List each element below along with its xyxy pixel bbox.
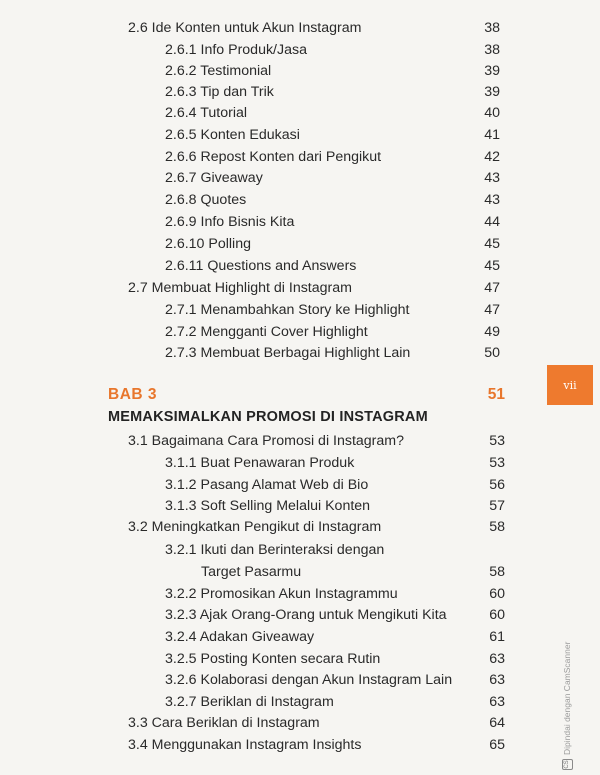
page-number-tab: vii <box>547 365 593 405</box>
toc-entry-3-1: 3.1 Bagaimana Cara Promosi di Instagram? <box>128 433 405 449</box>
toc-entry-3-4: 3.4 Menggunakan Instagram Insights <box>128 737 362 753</box>
toc-page-number: 40 <box>484 105 500 121</box>
toc-entry-2-6-11: 2.6.11 Questions and Answers <box>165 258 357 274</box>
toc-page-number: 44 <box>484 214 500 230</box>
toc-page-number: 38 <box>484 42 500 58</box>
toc-page-number: 60 <box>489 607 505 623</box>
toc-entry-3-1-2: 3.1.2 Pasang Alamat Web di Bio <box>165 477 369 493</box>
toc-page-number: 41 <box>484 127 500 143</box>
toc-page-number: 64 <box>489 715 505 731</box>
toc-entry-2-6-8: 2.6.8 Quotes <box>165 192 247 208</box>
toc-page-number: 43 <box>484 192 500 208</box>
toc-page-number: 50 <box>484 345 500 361</box>
toc-page-number: 56 <box>489 477 505 493</box>
chapter-title: MEMAKSIMALKAN PROMOSI DI INSTAGRAM <box>108 409 428 425</box>
toc-entry-2-6-7: 2.6.7 Giveaway <box>165 170 263 186</box>
toc-page-number: 39 <box>484 63 500 79</box>
toc-entry-2-6-4: 2.6.4 Tutorial <box>165 105 248 121</box>
toc-entry-3-1-3: 3.1.3 Soft Selling Melalui Konten <box>165 498 371 514</box>
scanner-watermark <box>560 540 574 770</box>
toc-entry-2-6-6: 2.6.6 Repost Konten dari Pengikut <box>165 149 382 165</box>
toc-page-number: 53 <box>489 455 505 471</box>
toc-entry-2-7-2: 2.7.2 Mengganti Cover Highlight <box>165 324 368 340</box>
chapter-label: BAB 3 <box>108 386 158 403</box>
toc-entry-2-6-10: 2.6.10 Polling <box>165 236 251 252</box>
toc-entry-2-6-9: 2.6.9 Info Bisnis Kita <box>165 214 295 230</box>
toc-entry-3-1-1: 3.1.1 Buat Penawaran Produk <box>165 455 355 471</box>
watermark-text: Dipindai dengan CamScanner <box>562 641 572 755</box>
toc-entry-2-7-3: 2.7.3 Membuat Berbagai Highlight Lain <box>165 345 411 361</box>
toc-page-number: 45 <box>484 258 500 274</box>
toc-page-number: 58 <box>489 564 505 580</box>
toc-page-number: 53 <box>489 433 505 449</box>
toc-entry-3-2: 3.2 Meningkatkan Pengikut di Instagram <box>128 519 382 535</box>
camscanner-logo-icon: CS <box>562 759 573 770</box>
toc-entry-3-2-3: 3.2.3 Ajak Orang-Orang untuk Mengikuti Kita <box>165 607 447 623</box>
toc-entry-3-2-4: 3.2.4 Adakan Giveaway <box>165 629 315 645</box>
toc-page-number: 63 <box>489 672 505 688</box>
toc-entry-3-2-5: 3.2.5 Posting Konten secara Rutin <box>165 651 381 667</box>
toc-page-number: 47 <box>484 280 500 296</box>
toc-entry-3-2-6: 3.2.6 Kolaborasi dengan Akun Instagram Lain <box>165 672 453 688</box>
toc-page-number: 38 <box>484 20 500 36</box>
toc-page-number: 47 <box>484 302 500 318</box>
toc-page-number: 61 <box>489 629 505 645</box>
toc-page-number: 42 <box>484 149 500 165</box>
toc-page-number: 63 <box>489 651 505 667</box>
toc-page-number: 43 <box>484 170 500 186</box>
toc-entry-2-6-5: 2.6.5 Konten Edukasi <box>165 127 300 143</box>
toc-entry-3-2-1: 3.2.1 Ikuti dan Berinteraksi dengan <box>165 542 385 558</box>
toc-entry-2-7-1: 2.7.1 Menambahkan Story ke Highlight <box>165 302 410 318</box>
toc-entry-2-6-2: 2.6.2 Testimonial <box>165 63 272 79</box>
toc-entry-2-6-1: 2.6.1 Info Produk/Jasa <box>165 42 307 58</box>
toc-page-number: 60 <box>489 586 505 602</box>
toc-entry-3-3: 3.3 Cara Beriklan di Instagram <box>128 715 320 731</box>
toc-entry-3-2-2: 3.2.2 Promosikan Akun Instagrammu <box>165 586 398 602</box>
toc-entry-2-6-3: 2.6.3 Tip dan Trik <box>165 84 274 100</box>
toc-page-number: 39 <box>484 84 500 100</box>
toc-entry-3-2-1-cont: Target Pasarmu <box>201 564 302 580</box>
toc-page-number: 45 <box>484 236 500 252</box>
toc-entry-3-2-7: 3.2.7 Beriklan di Instagram <box>165 694 334 710</box>
toc-page-number: 57 <box>489 498 505 514</box>
toc-page-number: 65 <box>489 737 505 753</box>
toc-entry-2-6: 2.6 Ide Konten untuk Akun Instagram <box>128 20 362 36</box>
toc-page-number: 58 <box>489 519 505 535</box>
chapter-page-number: 51 <box>487 386 505 403</box>
toc-entry-2-7: 2.7 Membuat Highlight di Instagram <box>128 280 352 296</box>
toc-page-number: 63 <box>489 694 505 710</box>
toc-page-number: 49 <box>484 324 500 340</box>
